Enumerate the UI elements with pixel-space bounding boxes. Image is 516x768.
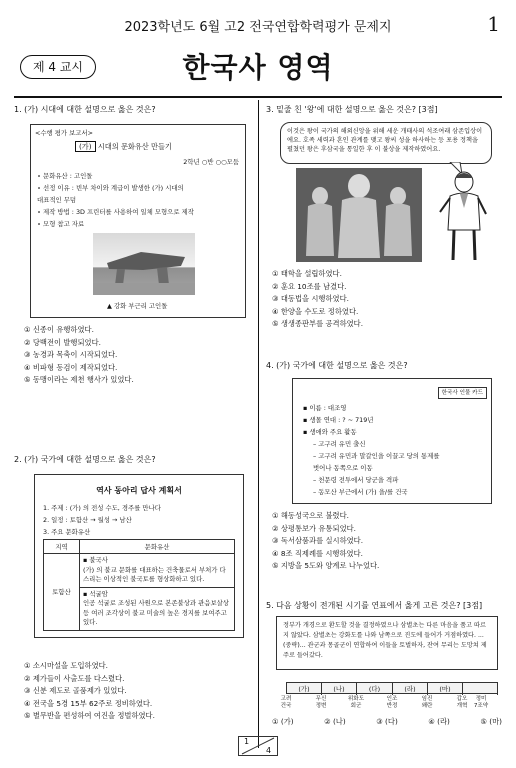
q4-choices	[272, 510, 379, 573]
footer-page-indicator	[238, 736, 278, 756]
q2-region-cell: 토함산	[44, 554, 80, 631]
footer-page: 1	[244, 737, 250, 746]
q5-choice-2[interactable]: ② (나)	[324, 717, 346, 726]
q2-plan-box	[34, 474, 244, 638]
q2-stem: 2. (가) 국가에 대한 설명으로 옳은 것은?	[14, 455, 156, 464]
q1-choices	[24, 324, 134, 387]
dolmen-photo	[93, 233, 195, 295]
q5-event-3: 위화도 회군	[347, 696, 365, 709]
q5-event-2: 무신 정변	[315, 696, 327, 709]
q1-choice-4[interactable]: ④ 비파형 동검이 제작되었다.	[24, 362, 118, 372]
q2-cell-seokguram	[80, 587, 235, 630]
q3-speech-bubble	[280, 122, 492, 164]
q3-choices	[272, 268, 363, 331]
q3-choice-2[interactable]: ② 훈요 10조를 남겼다.	[272, 281, 347, 291]
q2-cell1-title: ▪ 불국사	[83, 556, 108, 564]
q4-card-line-1: ▪ 이름 : 대조영	[303, 404, 347, 412]
q5-choice-4[interactable]: ④ (라)	[428, 717, 450, 726]
q2-cell2-text: 인공 석굴로 조성된 사원으로 본존불상과 관음보살상 등 여러 조각상이 불교 미술의 높은 경지를 보여주고 있다.	[83, 599, 229, 626]
q2-heritage-table	[43, 539, 235, 631]
q3-choice-3[interactable]: ③ 대동법을 시행하였다.	[272, 294, 349, 304]
q2-cell-bulguksa	[80, 554, 235, 588]
column-divider	[258, 100, 259, 748]
q2-table-header-heritage: 문화유산	[80, 540, 235, 554]
q5-timeline-bar	[286, 682, 498, 694]
q4-card-line-5: – 고구려 유민과 말갈인을 이끌고 당의 통제를	[313, 452, 440, 460]
q1-title-rest: 시대의 문화유산 만들기	[97, 142, 172, 151]
q5-stem: 5. 다음 상황이 전개된 시기를 연표에서 옳게 고른 것은? [3점]	[266, 601, 483, 610]
q5-passage-text: 정부가 개경으로 환도할 것을 결정하였으나 삼별초는 다른 마음을 품고 따르지 않았다. 삼별초는 강화도를 나와 남쪽으로 진도에 들어가 거점하였다. ...(중략)... 관군과 몽골군이 연합하여 이들을 토벌하자, 잔여 무리는 도망쳐 제주로 들어갔다.	[283, 622, 487, 659]
footer-total: 4	[266, 746, 272, 755]
q4-card-line-6: 벗어나 동쪽으로 이동	[313, 464, 373, 472]
q1-stem: 1. (가) 시대에 대한 설명으로 옳은 것은?	[14, 105, 156, 114]
q5-choice-3[interactable]: ③ (다)	[376, 717, 398, 726]
q1-box-title	[75, 142, 172, 152]
q3-speech-text: 이것은 왕이 국가의 해외신앙을 위해 세운 개태사의 석조여래 삼존입상이에요. 호족 세력과 혼인 관계를 맺고 왕씨 성을 하사하는 등 포용 정책을 펼쳤던 왕은 후삼국을 통일한 후 이 불상을 제작하였어요.	[287, 128, 483, 153]
q2-cell2-title: ▪ 석굴암	[83, 589, 108, 598]
q4-choice-1[interactable]: ① 해동성국으로 불렸다.	[272, 511, 349, 520]
q4-card-line-4: – 고구려 유민 출신	[313, 440, 366, 448]
q1-title-marker: (가)	[75, 141, 96, 152]
exam-title: 2023학년도 6월 고2 전국연합학력평가 문제지	[124, 20, 392, 35]
q5-timeline-events	[280, 696, 498, 712]
q5-passage-box	[276, 616, 498, 670]
q4-card-title: 한국사 인물 카드	[438, 387, 487, 399]
q2-choice-3[interactable]: ③ 신분 제도로 골품제가 있었다.	[24, 686, 127, 696]
q5-segment-ra: (라)	[393, 683, 428, 695]
q2-line-3: 3. 주요 문화유산	[43, 528, 91, 536]
q2-box-title: 역사 동아리 답사 계획서	[96, 486, 182, 495]
q1-choice-5[interactable]: ⑤ 동맹이라는 제천 행사가 있었다.	[24, 375, 134, 385]
q3-choice-4[interactable]: ④ 한양을 수도로 정하였다.	[272, 306, 359, 316]
q2-choice-1[interactable]: ① 소시마설을 도입하였다.	[24, 661, 108, 670]
teacher-drawing	[438, 168, 492, 264]
q4-person-card	[292, 378, 492, 504]
q5-event-5: 임진 왜란	[421, 696, 433, 709]
q4-card-line-7: – 천문령 전투에서 당군을 격파	[313, 476, 399, 484]
q2-line-1: 1. 주제 : (가) 의 전성 수도, 경주를 만나다	[43, 504, 161, 512]
q1-class-line: 2학년 ○반 ○○모둠	[183, 158, 239, 166]
session-badge: 제 4 교시	[20, 55, 96, 79]
q5-choice-5[interactable]: ⑤ (마)	[480, 717, 502, 726]
q2-line-2: 2. 일정 : 토함산 → 월성 → 남산	[43, 516, 132, 524]
page-number: 1	[487, 12, 500, 36]
q5-event-7: 정미 7조약	[473, 696, 489, 709]
header-rule	[14, 96, 502, 98]
teacher-figure	[438, 168, 492, 264]
q4-card-line-8: – 동모산 부근에서 (가) 을/를 건국	[313, 488, 408, 496]
q5-choice-1[interactable]: ① (가)	[272, 717, 294, 726]
q5-segment-ga: (가)	[287, 683, 322, 695]
q3-choice-1[interactable]: ① 태학을 설립하였다.	[272, 269, 342, 278]
q4-choice-5[interactable]: ⑤ 지방을 5도와 양계로 나누었다.	[272, 561, 380, 571]
dolmen-drawing	[93, 233, 195, 295]
q5-segment-end	[463, 683, 498, 695]
q5-segment-na: (나)	[322, 683, 357, 695]
q4-choice-4[interactable]: ④ 8조 직제례를 시행하였다.	[272, 548, 363, 558]
q1-box-label: <수행 평가 보고서>	[35, 129, 93, 137]
q1-item-1: ∘ 문화유산 : 고인돌	[37, 172, 93, 180]
q4-card-line-2: ▪ 생몰 연대 : ? ~ 719년	[303, 416, 374, 424]
q4-choice-2[interactable]: ② 상평통보가 유통되었다.	[272, 523, 356, 533]
q2-choice-4[interactable]: ④ 전국을 5경 15부 62주로 정비하였다.	[24, 698, 153, 708]
q2-choice-5[interactable]: ⑤ 별무반을 편성하여 여진을 정벌하였다.	[24, 711, 155, 721]
q4-card-line-3: ▪ 생애와 주요 활동	[303, 428, 357, 436]
q2-cell1-text: (가) 의 불교 문화를 대표하는 건축물로서 부처가 다스리는 이상적인 불국토를 형상화하고 있다.	[83, 565, 226, 583]
q4-choice-3[interactable]: ③ 독서삼품과를 실시하였다.	[272, 536, 364, 546]
q1-choice-1[interactable]: ① 신종이 유행하였다.	[24, 325, 94, 334]
q5-event-6: 갑오 개혁	[456, 696, 468, 709]
q1-choice-2[interactable]: ② 당백전이 발행되었다.	[24, 337, 101, 347]
buddha-statues-drawing	[296, 168, 422, 262]
subject-title: 한국사 영역	[182, 51, 334, 84]
q5-choices	[272, 716, 502, 729]
q5-segment-ma: (마)	[428, 683, 463, 695]
q1-item-3: 대표적인 무덤	[37, 196, 77, 204]
q3-choice-5[interactable]: ⑤ 생생종판부를 공격하였다.	[272, 319, 364, 329]
q5-event-1: 고려 건국	[280, 696, 292, 709]
q1-item-4: ∘ 제작 방법 : 3D 프린터를 사용하여 일체 모형으로 제작	[37, 208, 194, 216]
q1-item-2: ∘ 선정 이유 : 빈부 차이와 계급이 발생한 (가) 시대의	[37, 184, 184, 192]
q2-table-header-region: 지역	[44, 540, 80, 554]
q1-photo-caption: ▲ 강화 부근리 고인돌	[107, 302, 168, 310]
q1-item-5: ∘ 모형 참고 자료	[37, 220, 85, 228]
q1-report-box	[30, 124, 246, 318]
q5-segment-da: (다)	[357, 683, 393, 695]
q4-stem: 4. (가) 국가에 대한 설명으로 옳은 것은?	[266, 361, 408, 370]
q3-stem: 3. 밑줄 친 '왕'에 대한 설명으로 옳은 것은? [3점]	[266, 105, 438, 114]
buddha-statue-photo	[296, 168, 422, 262]
q5-event-4: 인조 반정	[386, 696, 398, 709]
q1-choice-3[interactable]: ③ 농경과 목축이 시작되었다.	[24, 350, 118, 360]
q2-choice-2[interactable]: ② 제가들이 사출도를 다스렸다.	[24, 673, 125, 683]
q2-choices	[24, 660, 155, 723]
